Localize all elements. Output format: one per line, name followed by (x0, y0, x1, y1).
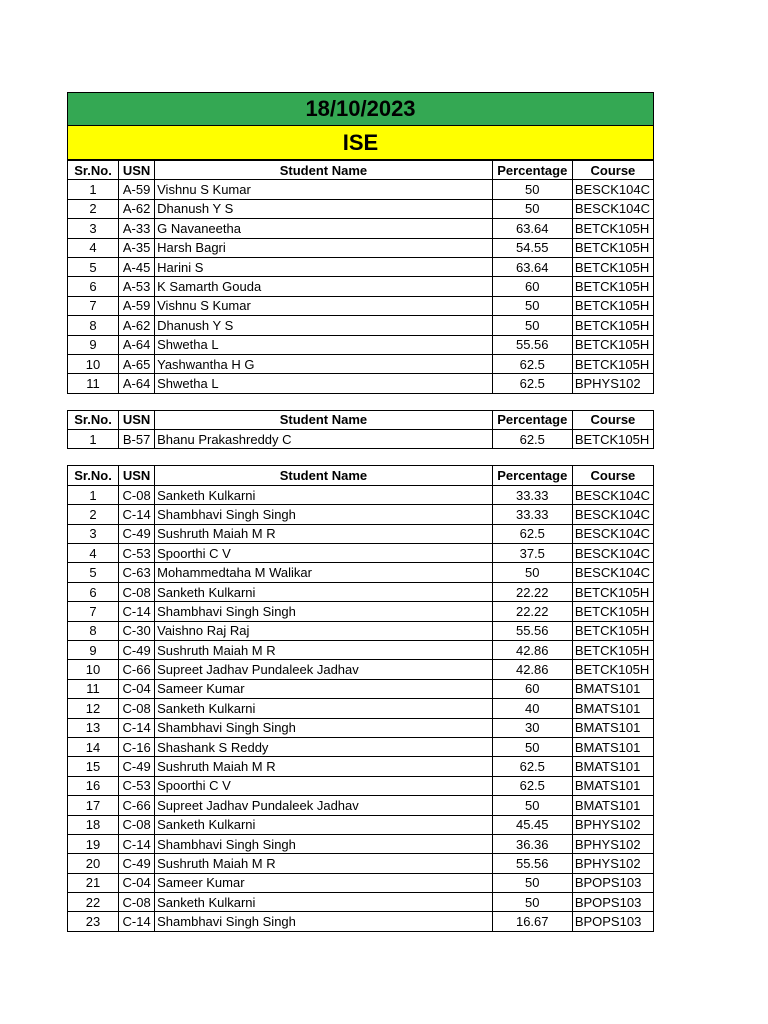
cell-sr-no: 22 (68, 893, 119, 912)
department-banner: ISE (67, 126, 654, 160)
cell-percentage: 30 (492, 718, 572, 737)
header-student-name: Student Name (155, 410, 493, 429)
cell-percentage: 55.56 (492, 335, 572, 354)
cell-percentage: 22.22 (492, 582, 572, 601)
cell-course: BESCK104C (572, 524, 653, 543)
cell-course: BETCK105H (572, 602, 653, 621)
cell-course: BETCK105H (572, 582, 653, 601)
cell-usn: C-49 (119, 640, 155, 659)
cell-sr-no: 1 (68, 430, 119, 449)
cell-course: BMATS101 (572, 776, 653, 795)
cell-course: BETCK105H (572, 238, 653, 257)
table-row (68, 505, 654, 524)
table-row (68, 563, 654, 582)
table-row (68, 582, 654, 601)
table-row (68, 544, 654, 563)
table-row (68, 296, 654, 315)
cell-course: BMATS101 (572, 757, 653, 776)
cell-usn: A-59 (119, 296, 155, 315)
cell-usn: A-65 (119, 354, 155, 373)
table-row (68, 374, 654, 393)
cell-sr-no: 15 (68, 757, 119, 776)
table-row (68, 699, 654, 718)
cell-course: BPHYS102 (572, 854, 653, 873)
cell-usn: A-45 (119, 257, 155, 276)
cell-course: BPHYS102 (572, 834, 653, 853)
cell-sr-no: 1 (68, 180, 119, 199)
cell-course: BETCK105H (572, 277, 653, 296)
cell-course: BESCK104C (572, 485, 653, 504)
cell-usn: C-14 (119, 718, 155, 737)
tables-container (67, 160, 654, 932)
cell-sr-no: 13 (68, 718, 119, 737)
header-usn: USN (119, 410, 155, 429)
cell-student-name: Shambhavi Singh Singh (155, 602, 493, 621)
cell-percentage: 50 (492, 796, 572, 815)
cell-percentage: 63.64 (492, 257, 572, 276)
cell-student-name: Shambhavi Singh Singh (155, 912, 493, 931)
cell-course: BETCK105H (572, 430, 653, 449)
cell-sr-no: 8 (68, 621, 119, 640)
table-row (68, 354, 654, 373)
cell-usn: A-35 (119, 238, 155, 257)
cell-sr-no: 6 (68, 582, 119, 601)
table-row (68, 679, 654, 698)
table-gap (67, 394, 654, 410)
cell-percentage: 42.86 (492, 660, 572, 679)
cell-percentage: 62.5 (492, 524, 572, 543)
cell-student-name: Sanketh Kulkarni (155, 485, 493, 504)
table-row (68, 524, 654, 543)
header-percentage: Percentage (492, 410, 572, 429)
table-row (68, 621, 654, 640)
cell-usn: C-14 (119, 912, 155, 931)
cell-sr-no: 4 (68, 238, 119, 257)
cell-usn: C-04 (119, 679, 155, 698)
cell-course: BETCK105H (572, 640, 653, 659)
cell-percentage: 54.55 (492, 238, 572, 257)
table-row (68, 834, 654, 853)
cell-student-name: Shambhavi Singh Singh (155, 718, 493, 737)
header-row (68, 410, 654, 429)
table-row (68, 316, 654, 335)
cell-student-name: Sanketh Kulkarni (155, 893, 493, 912)
cell-usn: C-66 (119, 796, 155, 815)
cell-usn: C-04 (119, 873, 155, 892)
cell-student-name: Mohammedtaha M Walikar (155, 563, 493, 582)
cell-course: BESCK104C (572, 544, 653, 563)
cell-usn: C-49 (119, 757, 155, 776)
cell-usn: C-08 (119, 485, 155, 504)
cell-student-name: Vaishno Raj Raj (155, 621, 493, 640)
cell-student-name: K Samarth Gouda (155, 277, 493, 296)
cell-percentage: 33.33 (492, 485, 572, 504)
cell-student-name: Sanketh Kulkarni (155, 582, 493, 601)
cell-percentage: 16.67 (492, 912, 572, 931)
cell-course: BPOPS103 (572, 912, 653, 931)
table-row (68, 485, 654, 504)
cell-student-name: Spoorthi C V (155, 544, 493, 563)
cell-course: BPOPS103 (572, 873, 653, 892)
cell-sr-no: 19 (68, 834, 119, 853)
cell-percentage: 40 (492, 699, 572, 718)
cell-student-name: Sushruth Maiah M R (155, 524, 493, 543)
cell-usn: B-57 (119, 430, 155, 449)
date-banner: 18/10/2023 (67, 92, 654, 126)
cell-sr-no: 2 (68, 505, 119, 524)
cell-percentage: 42.86 (492, 640, 572, 659)
table-row (68, 335, 654, 354)
cell-course: BPHYS102 (572, 374, 653, 393)
cell-usn: C-63 (119, 563, 155, 582)
cell-percentage: 36.36 (492, 834, 572, 853)
cell-sr-no: 12 (68, 699, 119, 718)
cell-sr-no: 10 (68, 354, 119, 373)
cell-usn: C-66 (119, 660, 155, 679)
cell-sr-no: 23 (68, 912, 119, 931)
header-percentage: Percentage (492, 161, 572, 180)
cell-student-name: Sanketh Kulkarni (155, 699, 493, 718)
header-course: Course (572, 410, 653, 429)
cell-sr-no: 7 (68, 296, 119, 315)
cell-sr-no: 18 (68, 815, 119, 834)
cell-sr-no: 17 (68, 796, 119, 815)
cell-course: BESCK104C (572, 563, 653, 582)
table-row (68, 893, 654, 912)
cell-usn: C-08 (119, 893, 155, 912)
cell-percentage: 62.5 (492, 757, 572, 776)
cell-usn: C-08 (119, 815, 155, 834)
table-row (68, 180, 654, 199)
cell-percentage: 63.64 (492, 219, 572, 238)
cell-usn: C-08 (119, 582, 155, 601)
header-row (68, 466, 654, 485)
cell-percentage: 50 (492, 737, 572, 756)
cell-sr-no: 2 (68, 199, 119, 218)
cell-percentage: 60 (492, 277, 572, 296)
cell-course: BMATS101 (572, 718, 653, 737)
results-table (67, 465, 654, 931)
header-sr-no: Sr.No. (68, 410, 119, 429)
cell-usn: A-64 (119, 374, 155, 393)
header-sr-no: Sr.No. (68, 161, 119, 180)
cell-course: BESCK104C (572, 199, 653, 218)
table-row (68, 815, 654, 834)
cell-percentage: 50 (492, 316, 572, 335)
cell-usn: C-14 (119, 602, 155, 621)
cell-student-name: G Navaneetha (155, 219, 493, 238)
cell-sr-no: 11 (68, 374, 119, 393)
table-row (68, 219, 654, 238)
cell-student-name: Harini S (155, 257, 493, 276)
result-sheet (67, 92, 654, 932)
table-row (68, 199, 654, 218)
cell-sr-no: 14 (68, 737, 119, 756)
cell-sr-no: 8 (68, 316, 119, 335)
cell-student-name: Sameer Kumar (155, 679, 493, 698)
cell-usn: C-14 (119, 834, 155, 853)
header-sr-no: Sr.No. (68, 466, 119, 485)
table-row (68, 660, 654, 679)
cell-percentage: 50 (492, 873, 572, 892)
cell-student-name: Vishnu S Kumar (155, 296, 493, 315)
cell-student-name: Sushruth Maiah M R (155, 757, 493, 776)
cell-sr-no: 10 (68, 660, 119, 679)
cell-usn: A-64 (119, 335, 155, 354)
cell-percentage: 33.33 (492, 505, 572, 524)
cell-student-name: Shashank S Reddy (155, 737, 493, 756)
cell-course: BETCK105H (572, 621, 653, 640)
table-gap (67, 449, 654, 465)
cell-student-name: Vishnu S Kumar (155, 180, 493, 199)
cell-course: BETCK105H (572, 257, 653, 276)
cell-usn: A-33 (119, 219, 155, 238)
cell-student-name: Sushruth Maiah M R (155, 854, 493, 873)
cell-course: BMATS101 (572, 796, 653, 815)
cell-usn: C-14 (119, 505, 155, 524)
cell-student-name: Shwetha L (155, 374, 493, 393)
cell-percentage: 50 (492, 296, 572, 315)
cell-sr-no: 3 (68, 524, 119, 543)
table-row (68, 718, 654, 737)
cell-sr-no: 9 (68, 335, 119, 354)
header-usn: USN (119, 161, 155, 180)
table-row (68, 854, 654, 873)
cell-usn: C-08 (119, 699, 155, 718)
header-student-name: Student Name (155, 466, 493, 485)
header-row (68, 161, 654, 180)
cell-course: BESCK104C (572, 505, 653, 524)
cell-sr-no: 6 (68, 277, 119, 296)
cell-usn: C-49 (119, 524, 155, 543)
cell-course: BPOPS103 (572, 893, 653, 912)
table-row (68, 912, 654, 931)
cell-sr-no: 7 (68, 602, 119, 621)
cell-percentage: 60 (492, 679, 572, 698)
header-percentage: Percentage (492, 466, 572, 485)
table-row (68, 640, 654, 659)
cell-sr-no: 5 (68, 563, 119, 582)
cell-percentage: 45.45 (492, 815, 572, 834)
cell-course: BETCK105H (572, 335, 653, 354)
cell-course: BPHYS102 (572, 815, 653, 834)
cell-usn: A-62 (119, 316, 155, 335)
cell-percentage: 62.5 (492, 430, 572, 449)
cell-percentage: 50 (492, 180, 572, 199)
cell-percentage: 55.56 (492, 621, 572, 640)
cell-student-name: Bhanu Prakashreddy C (155, 430, 493, 449)
cell-percentage: 37.5 (492, 544, 572, 563)
cell-course: BETCK105H (572, 316, 653, 335)
cell-usn: C-49 (119, 854, 155, 873)
cell-course: BETCK105H (572, 219, 653, 238)
cell-student-name: Sanketh Kulkarni (155, 815, 493, 834)
cell-course: BMATS101 (572, 737, 653, 756)
header-course: Course (572, 466, 653, 485)
cell-sr-no: 5 (68, 257, 119, 276)
cell-student-name: Shambhavi Singh Singh (155, 834, 493, 853)
table-row (68, 796, 654, 815)
cell-sr-no: 4 (68, 544, 119, 563)
cell-course: BMATS101 (572, 679, 653, 698)
table-row (68, 602, 654, 621)
cell-sr-no: 1 (68, 485, 119, 504)
results-table (67, 410, 654, 450)
cell-usn: A-59 (119, 180, 155, 199)
cell-usn: C-30 (119, 621, 155, 640)
cell-percentage: 50 (492, 199, 572, 218)
cell-student-name: Yashwantha H G (155, 354, 493, 373)
cell-sr-no: 20 (68, 854, 119, 873)
cell-sr-no: 11 (68, 679, 119, 698)
cell-student-name: Shwetha L (155, 335, 493, 354)
cell-student-name: Supreet Jadhav Pundaleek Jadhav (155, 660, 493, 679)
cell-usn: A-53 (119, 277, 155, 296)
cell-student-name: Sushruth Maiah M R (155, 640, 493, 659)
header-usn: USN (119, 466, 155, 485)
cell-sr-no: 3 (68, 219, 119, 238)
cell-student-name: Spoorthi C V (155, 776, 493, 795)
cell-sr-no: 9 (68, 640, 119, 659)
cell-student-name: Dhanush Y S (155, 199, 493, 218)
cell-course: BETCK105H (572, 296, 653, 315)
cell-percentage: 62.5 (492, 776, 572, 795)
cell-student-name: Shambhavi Singh Singh (155, 505, 493, 524)
cell-percentage: 50 (492, 893, 572, 912)
cell-course: BETCK105H (572, 660, 653, 679)
table-row (68, 737, 654, 756)
table-row (68, 873, 654, 892)
cell-percentage: 22.22 (492, 602, 572, 621)
table-row (68, 757, 654, 776)
cell-student-name: Dhanush Y S (155, 316, 493, 335)
header-course: Course (572, 161, 653, 180)
cell-student-name: Harsh Bagri (155, 238, 493, 257)
cell-percentage: 55.56 (492, 854, 572, 873)
table-row (68, 776, 654, 795)
table-row (68, 430, 654, 449)
cell-course: BESCK104C (572, 180, 653, 199)
cell-usn: C-16 (119, 737, 155, 756)
cell-usn: C-53 (119, 544, 155, 563)
cell-course: BETCK105H (572, 354, 653, 373)
cell-usn: C-53 (119, 776, 155, 795)
cell-percentage: 62.5 (492, 354, 572, 373)
cell-percentage: 62.5 (492, 374, 572, 393)
header-student-name: Student Name (155, 161, 493, 180)
results-table (67, 160, 654, 394)
cell-sr-no: 21 (68, 873, 119, 892)
cell-student-name: Supreet Jadhav Pundaleek Jadhav (155, 796, 493, 815)
table-row (68, 238, 654, 257)
cell-usn: A-62 (119, 199, 155, 218)
cell-course: BMATS101 (572, 699, 653, 718)
cell-percentage: 50 (492, 563, 572, 582)
table-row (68, 277, 654, 296)
table-row (68, 257, 654, 276)
cell-sr-no: 16 (68, 776, 119, 795)
cell-student-name: Sameer Kumar (155, 873, 493, 892)
